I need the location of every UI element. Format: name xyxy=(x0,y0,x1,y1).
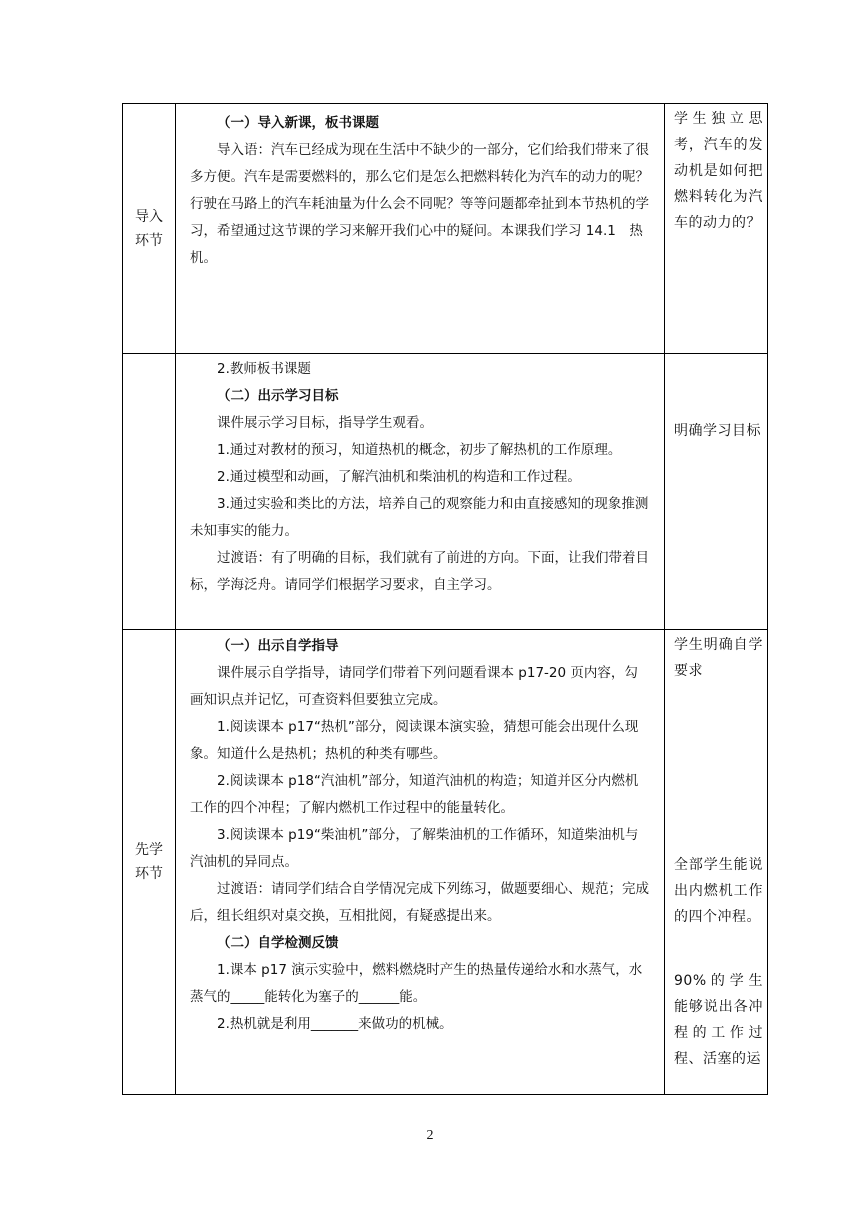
side-note: 明确学习目标 xyxy=(674,423,761,439)
lesson-table xyxy=(122,103,768,1095)
content-cell xyxy=(176,633,661,1038)
side-note-cell xyxy=(664,354,767,629)
table-row-intro xyxy=(122,103,768,353)
side-note: 学生明确自学要求 xyxy=(674,637,763,679)
row-label-cell xyxy=(123,630,176,1094)
side-note-cell xyxy=(664,104,767,353)
paragraph: 2.阅读课本 p18“汽油机”部分，知道汽油机的构造；知道并区分内燃机工作的四个冲程；了解内燃机工作过程中的能量转化。 xyxy=(190,773,639,816)
paragraph: 过渡语：请同学们结合自学情况完成下列练习，做题要细心、规范；完成后，组长组织对桌交换，互相批阅，有疑惑提出来。 xyxy=(190,881,649,924)
row-label: 先学 环节 xyxy=(135,842,163,882)
side-note-cell xyxy=(664,630,767,1094)
table-row-prestudy xyxy=(122,629,768,1095)
section-heading: （一）出示自学指导 xyxy=(217,638,339,654)
row-label-cell xyxy=(123,104,176,353)
row-label-cell xyxy=(123,354,176,629)
paragraph: 1.课本 p17 演示实验中，燃料燃烧时产生的热量传递给水和水蒸气，水蒸气的_____能转化为塞子的______能。 xyxy=(190,962,643,1005)
paragraph: 2.通过模型和动画，了解汽油机和柴油机的构造和工作过程。 xyxy=(217,469,581,485)
side-note: 全部学生能说出内燃机工作的四个冲程。 xyxy=(674,857,763,925)
paragraph: 课件展示学习目标，指导学生观看。 xyxy=(217,415,433,431)
paragraph: 1.通过对教材的预习，知道热机的概念，初步了解热机的工作原理。 xyxy=(217,442,622,458)
side-note: 学生独立思考，汽车的发动机是如何把燃料转化为汽车的动力的？ xyxy=(674,111,763,231)
section-heading: （二）自学检测反馈 xyxy=(217,935,339,951)
side-note: 90%的学生能够说出各冲程的工作过程、活塞的运 xyxy=(674,973,763,1067)
paragraph: 课件展示自学指导，请同学们带着下列问题看课本 p17-20 页内容，勾画知识点并记忆，可查资料但要独立完成。 xyxy=(190,665,638,708)
paragraph: 2.热机就是利用_______来做功的机械。 xyxy=(217,1016,453,1032)
paragraph: 2.教师板书课题 xyxy=(217,361,311,377)
section-heading: （二）出示学习目标 xyxy=(217,388,339,404)
paragraph: 3.阅读课本 p19“柴油机”部分，了解柴油机的工作循环，知道柴油机与汽油机的异同点。 xyxy=(190,827,639,870)
content-cell xyxy=(176,356,661,599)
paragraph: 导入语：汽车已经成为现在生活中不缺少的一部分，它们给我们带来了很多方便。汽车是需要燃料的，那么它们是怎么把燃料转化为汽车的动力的呢？行驶在马路上的汽车耗油量为什么会不同呢？等等问题都牵扯到本节热机的学习，希望通过这节课的学习来解开我们心中的疑问。本课我们学习 14.1 热机。 xyxy=(190,142,649,266)
paragraph: 3.通过实验和类比的方法，培养自己的观察能力和由直接感知的现象推测未知事实的能力。 xyxy=(190,496,649,539)
content-cell xyxy=(176,110,661,272)
paragraph: 1.阅读课本 p17“热机”部分，阅读课本演实验，猜想可能会出现什么现象。知道什么是热机；热机的种类有哪些。 xyxy=(190,719,639,762)
row-label: 导入 环节 xyxy=(135,208,163,249)
table-row-goals xyxy=(122,353,768,629)
paragraph: 过渡语：有了明确的目标，我们就有了前进的方向。下面，让我们带着目标，学海泛舟。请同学们根据学习要求，自主学习。 xyxy=(190,550,649,593)
section-heading: （一）导入新课，板书课题 xyxy=(217,115,379,131)
page-number: 2 xyxy=(426,1128,434,1143)
